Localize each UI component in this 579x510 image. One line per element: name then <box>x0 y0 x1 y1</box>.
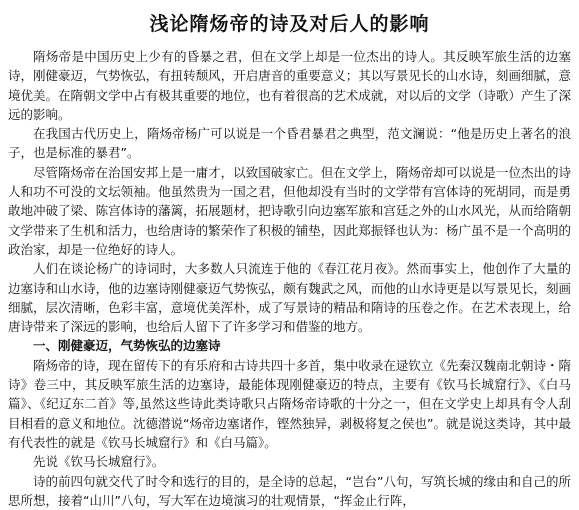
article-body <box>8 47 571 510</box>
paragraph: 隋炀帝的诗，现在留传下的有乐府和古诗共四十多首，集中收录在逯钦立《先秦汉魏南北朝诗・隋诗》卷三中，其反映军旅生活的边塞诗，最能体现刚健豪迈的特点，主要有《钦马长城窟行》、《白马篇》、《纪辽东二首》等,虽然这些诗此类诗歌只占隋炀帝诗歌的十分之一，但在文学史上却具有令人刮目相看的意义和地位。沈德潜说“炀帝边塞诸作，铿然独异，剥极将复之侯也”。就是说这类诗，其中最有代表性的就是《钦马长城窟行》和《白马篇》。 <box>8 357 571 450</box>
paragraph: 诗的前四句就交代了时令和选行的目的，是全诗的总起，“岂台”八句，写筑长城的缘由和自己的所思所想，接着“山川”八句，写大军在边境演习的壮观情景，“挥金止行阵， <box>8 473 571 508</box>
document-page <box>8 0 571 510</box>
paragraph: 在我国古代历史上，隋炀帝杨广可以说是一个昏君暴君之典型，范文澜说：“他是历史上著名的浪子，也是标准的暴君”。 <box>8 126 571 161</box>
section-heading: 一、刚健豪迈，气势恢弘的边塞诗 <box>33 338 221 354</box>
paragraph: 尽管隋炀帝在治国安邦上是一庸才，以致国破家亡。但在文学上，隋炀帝却可以说是一位杰出的诗人和功不可没的文坛领袖。他虽然贵为一国之君，但他却没有当时的文学带有宫体诗的死胡同，而是勇敢地冲破了梁、陈宫体诗的藩篱，拓展题材，把诗歌引向边塞军旅和宫廷之外的山水风光，从而给隋朝文学带来了生机和活力，也给唐诗的繁荣作了积极的铺垫，因此郑振铎也认为：杨广虽不是一个高明的政治家，却是一位绝好的诗人。 <box>8 164 571 257</box>
paragraph: 隋炀帝是中国历史上少有的昏暴之君，但在文学上却是一位杰出的诗人。其反映军旅生活的边塞诗，刚健豪迈，气势恢弘，有扭转颓风，开启唐音的重要意义；其以写景见长的山水诗，刻画细腻，意境优美。在隋朝文学中占有极其重要的地位，也有着很高的艺术成就，对以后的文学（诗歌）产生了深远的影响。 <box>8 49 571 122</box>
article-title: 浅论隋炀帝的诗及对后人的影响 <box>149 13 430 35</box>
paragraph: 先说《钦马长城窟行》。 <box>33 454 165 470</box>
paragraph: 人们在谈论杨广的诗词时，大多数人只流连于他的《春江花月夜》。然而事实上，他创作了大量的边塞诗和山水诗，他的边塞诗刚健豪迈气势恢弘，颇有魏武之风，而他的山水诗更是以写景见长，刻画细腻，层次清晰，色彩丰富，意境优美浑朴，成了写景诗的精品和隋诗的压卷之作。在艺术表现上，给唐诗带来了深远的影响，也给后人留下了许多学习和借鉴的地方。 <box>8 261 571 335</box>
